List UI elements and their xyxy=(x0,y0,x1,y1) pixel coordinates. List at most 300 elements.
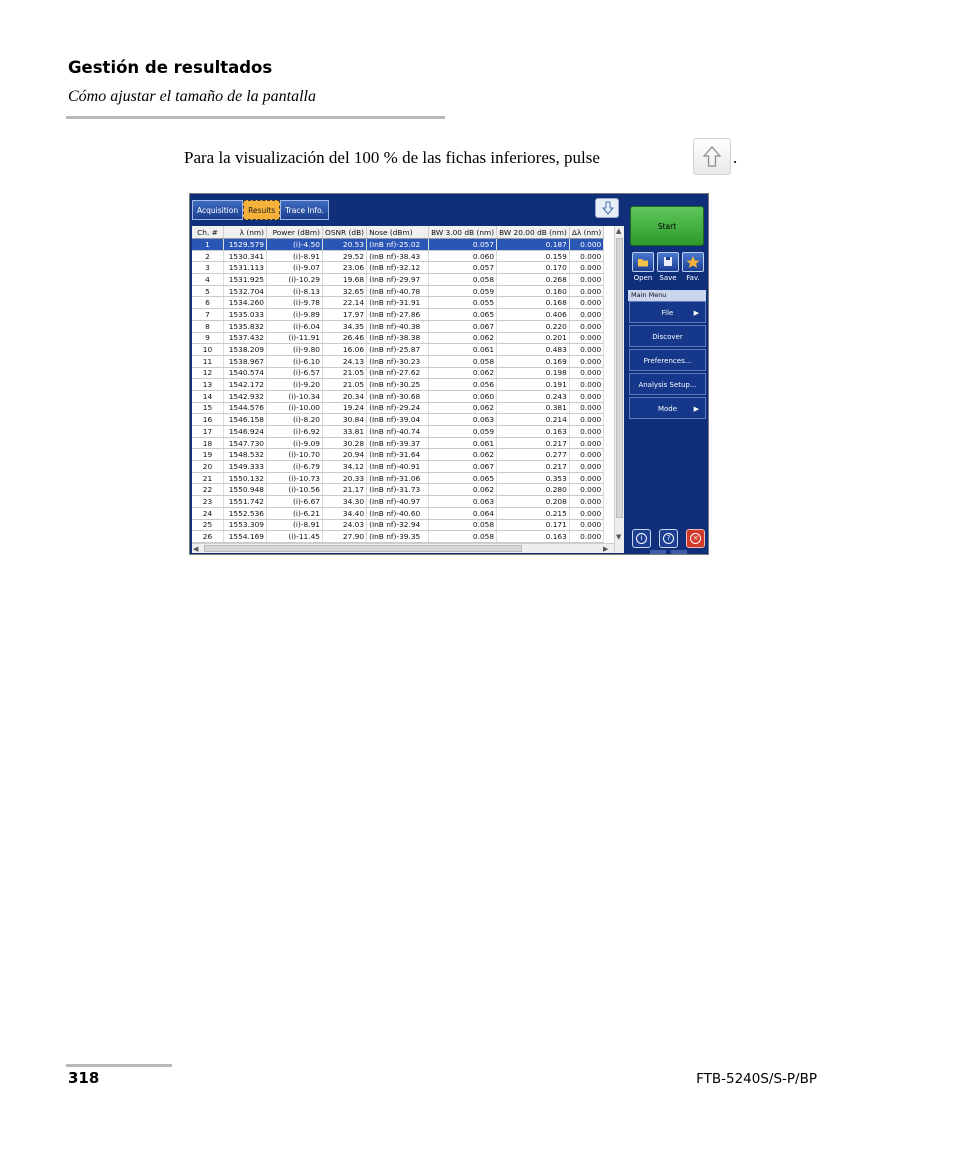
bottom-tab-handle[interactable] xyxy=(671,550,687,555)
table-cell: (InB nf)-40.91 xyxy=(367,461,429,473)
table-cell: 34.40 xyxy=(323,507,367,519)
paragraph-period: . xyxy=(733,148,738,167)
table-row[interactable] xyxy=(192,239,604,251)
table-cell: 13 xyxy=(192,379,224,391)
table-row[interactable] xyxy=(192,390,604,402)
table-cell: 0.215 xyxy=(497,507,570,519)
table-cell: 1550.948 xyxy=(224,484,267,496)
expand-button-illustration xyxy=(693,138,731,175)
vertical-scrollbar[interactable] xyxy=(614,226,624,553)
vertical-scroll-thumb[interactable] xyxy=(616,238,623,518)
table-cell: 16.06 xyxy=(323,344,367,356)
scroll-up-arrow-icon[interactable]: ▲ xyxy=(616,227,622,235)
table-cell: (i)-10.73 xyxy=(267,472,323,484)
table-cell: 1532.704 xyxy=(224,285,267,297)
table-cell: 20.33 xyxy=(323,472,367,484)
table-cell: 0.201 xyxy=(497,332,570,344)
table-cell: (i)-11.45 xyxy=(267,531,323,543)
table-cell: 0.000 xyxy=(569,507,603,519)
favorites-button[interactable] xyxy=(682,252,704,272)
floppy-disk-icon xyxy=(658,253,678,271)
table-cell: 0.198 xyxy=(497,367,570,379)
table-row[interactable] xyxy=(192,332,604,344)
table-cell: 0.056 xyxy=(429,379,497,391)
table-cell: 0.000 xyxy=(569,332,603,344)
table-cell: 0.062 xyxy=(429,402,497,414)
main-menu-title: Main Menu xyxy=(628,290,706,301)
table-cell: 16 xyxy=(192,414,224,426)
close-icon: × xyxy=(690,533,701,544)
table-cell: 0.191 xyxy=(497,379,570,391)
table-cell: 0.000 xyxy=(569,461,603,473)
table-cell: 0.159 xyxy=(497,250,570,262)
table-header-row xyxy=(192,226,604,239)
table-cell: 26.46 xyxy=(323,332,367,344)
table-cell: (InB nf)-25.02 xyxy=(367,239,429,251)
table-cell: 0.058 xyxy=(429,274,497,286)
arrow-down-icon xyxy=(602,201,614,215)
scroll-down-arrow-icon[interactable]: ▼ xyxy=(616,533,622,541)
table-cell: 0.063 xyxy=(429,496,497,508)
table-cell: (InB nf)-31.64 xyxy=(367,449,429,461)
table-row[interactable] xyxy=(192,449,604,461)
table-cell: 0.187 xyxy=(497,239,570,251)
tab-acquisition[interactable]: Acquisition xyxy=(192,200,243,220)
table-cell: 0.000 xyxy=(569,414,603,426)
tab-bar xyxy=(192,200,329,220)
table-cell: 0.168 xyxy=(497,297,570,309)
table-cell: 19.24 xyxy=(323,402,367,414)
table-cell: 0.000 xyxy=(569,285,603,297)
table-cell: 0.406 xyxy=(497,309,570,321)
table-row[interactable] xyxy=(192,285,604,297)
table-cell: (i)-9.89 xyxy=(267,309,323,321)
table-cell: 1551.742 xyxy=(224,496,267,508)
table-cell: (InB nf)-29.97 xyxy=(367,274,429,286)
table-cell: 0.163 xyxy=(497,426,570,438)
table-cell: 23.06 xyxy=(323,262,367,274)
menu-item-label: Discover xyxy=(652,333,683,341)
chevron-right-icon: ▶ xyxy=(693,405,699,413)
table-cell: 0.065 xyxy=(429,472,497,484)
table-cell: 0.000 xyxy=(569,344,603,356)
favorites-label: Fav. xyxy=(686,274,700,282)
table-cell: 1538.967 xyxy=(224,355,267,367)
scroll-left-arrow-icon[interactable]: ◀ xyxy=(193,545,199,553)
table-cell: 0.060 xyxy=(429,390,497,402)
table-cell: 2 xyxy=(192,250,224,262)
table-row[interactable] xyxy=(192,309,604,321)
table-row[interactable] xyxy=(192,496,604,508)
table-cell: 6 xyxy=(192,297,224,309)
table-cell: 0.061 xyxy=(429,437,497,449)
table-cell: 0.061 xyxy=(429,344,497,356)
table-cell: (InB nf)-40.97 xyxy=(367,496,429,508)
table-cell: 20 xyxy=(192,461,224,473)
table-cell: 17 xyxy=(192,426,224,438)
table-cell: 1537.432 xyxy=(224,332,267,344)
table-cell: 0.000 xyxy=(569,274,603,286)
table-cell: 0.057 xyxy=(429,262,497,274)
save-button[interactable] xyxy=(657,252,679,272)
scroll-right-arrow-icon[interactable]: ▶ xyxy=(603,545,609,553)
page-number: 318 xyxy=(68,1069,100,1087)
table-row[interactable] xyxy=(192,262,604,274)
menu-item-label: Mode xyxy=(657,405,678,413)
page-header-subtitle: Cómo ajustar el tamaño de la pantalla xyxy=(68,88,316,105)
table-cell: 20.34 xyxy=(323,390,367,402)
results-table-panel xyxy=(192,226,624,553)
table-cell: (InB nf)-31.06 xyxy=(367,472,429,484)
table-cell: (InB nf)-29.24 xyxy=(367,402,429,414)
menu-item-label: File xyxy=(661,309,674,317)
table-cell: 0.000 xyxy=(569,355,603,367)
table-cell: 0.268 xyxy=(497,274,570,286)
table-cell: (i)-10.56 xyxy=(267,484,323,496)
table-cell: 0.169 xyxy=(497,355,570,367)
column-header[interactable]: BW 3.00 dB (nm) xyxy=(429,226,497,239)
table-cell: 1530.341 xyxy=(224,250,267,262)
table-cell: 21 xyxy=(192,472,224,484)
table-cell: 0.220 xyxy=(497,320,570,332)
table-cell: 17.97 xyxy=(323,309,367,321)
table-cell: 33.81 xyxy=(323,426,367,438)
column-header[interactable]: Nose (dBm) xyxy=(367,226,429,239)
table-cell: 9 xyxy=(192,332,224,344)
table-cell: (InB nf)-27.62 xyxy=(367,367,429,379)
table-cell: 0.059 xyxy=(429,426,497,438)
table-cell: 0.280 xyxy=(497,484,570,496)
table-cell: (i)-6.92 xyxy=(267,426,323,438)
table-cell: 3 xyxy=(192,262,224,274)
table-cell: (i)-6.04 xyxy=(267,320,323,332)
table-cell: (InB nf)-31.73 xyxy=(367,484,429,496)
table-cell: 12 xyxy=(192,367,224,379)
table-cell: 30.84 xyxy=(323,414,367,426)
table-cell: (i)-10.29 xyxy=(267,274,323,286)
table-cell: (i)-6.79 xyxy=(267,461,323,473)
table-cell: 1552.536 xyxy=(224,507,267,519)
table-cell: (i)-11.91 xyxy=(267,332,323,344)
table-cell: (i)-9.80 xyxy=(267,344,323,356)
table-cell: 11 xyxy=(192,355,224,367)
table-row[interactable] xyxy=(192,367,604,379)
table-cell: (InB nf)-27.86 xyxy=(367,309,429,321)
table-cell: 1550.132 xyxy=(224,472,267,484)
table-cell: 27.90 xyxy=(323,531,367,543)
table-cell: 1531.925 xyxy=(224,274,267,286)
table-cell: (i)-9.09 xyxy=(267,437,323,449)
table-cell: 0.208 xyxy=(497,496,570,508)
table-cell: 0.000 xyxy=(569,320,603,332)
table-cell: 0.062 xyxy=(429,449,497,461)
bottom-tab-handle[interactable] xyxy=(650,550,666,555)
table-cell: (i)-8.91 xyxy=(267,519,323,531)
table-cell: 32.65 xyxy=(323,285,367,297)
table-row[interactable] xyxy=(192,531,604,543)
table-cell: (InB nf)-30.68 xyxy=(367,390,429,402)
table-cell: 0.000 xyxy=(569,309,603,321)
table-cell: 0.000 xyxy=(569,402,603,414)
table-cell: 1548.532 xyxy=(224,449,267,461)
table-cell: 0.171 xyxy=(497,519,570,531)
table-cell: 26 xyxy=(192,531,224,543)
table-cell: 30.28 xyxy=(323,437,367,449)
table-cell: 20.94 xyxy=(323,449,367,461)
header-rule xyxy=(66,116,445,119)
table-row[interactable] xyxy=(192,472,604,484)
table-cell: (InB nf)-39.04 xyxy=(367,414,429,426)
table-cell: 0.000 xyxy=(569,472,603,484)
table-cell: (i)-10.70 xyxy=(267,449,323,461)
table-cell: (i)-6.67 xyxy=(267,496,323,508)
table-cell: (i)-6.10 xyxy=(267,355,323,367)
page-header-title: Gestión de resultados xyxy=(68,58,273,77)
table-cell: (InB nf)-39.37 xyxy=(367,437,429,449)
table-cell: 1531.113 xyxy=(224,262,267,274)
table-cell: 1544.576 xyxy=(224,402,267,414)
table-cell: 34.12 xyxy=(323,461,367,473)
table-cell: 25 xyxy=(192,519,224,531)
column-header[interactable]: BW 20.00 dB (nm) xyxy=(497,226,570,239)
info-icon: i xyxy=(636,533,647,544)
save-label: Save xyxy=(659,274,677,282)
table-cell: (i)-9.07 xyxy=(267,262,323,274)
table-cell: 24.13 xyxy=(323,355,367,367)
table-cell: 0.064 xyxy=(429,507,497,519)
table-cell: 0.062 xyxy=(429,484,497,496)
table-cell: 1538.209 xyxy=(224,344,267,356)
table-cell: (i)-9.20 xyxy=(267,379,323,391)
table-cell: (InB nf)-32.94 xyxy=(367,519,429,531)
table-row[interactable] xyxy=(192,344,604,356)
table-cell: 0.170 xyxy=(497,262,570,274)
table-cell: 0.217 xyxy=(497,461,570,473)
info-button[interactable] xyxy=(632,529,651,548)
table-cell: 24.03 xyxy=(323,519,367,531)
table-cell: 0.000 xyxy=(569,297,603,309)
table-row[interactable] xyxy=(192,320,604,332)
table-cell: 21.05 xyxy=(323,379,367,391)
table-cell: 0.000 xyxy=(569,519,603,531)
table-cell: 8 xyxy=(192,320,224,332)
table-cell: 0.057 xyxy=(429,239,497,251)
table-cell: 0.067 xyxy=(429,461,497,473)
product-model: FTB-5240S/S-P/BP xyxy=(696,1071,817,1087)
table-row[interactable] xyxy=(192,274,604,286)
table-cell: 0.381 xyxy=(497,402,570,414)
help-button[interactable] xyxy=(659,529,678,548)
app-screenshot xyxy=(189,193,709,555)
table-cell: 21.17 xyxy=(323,484,367,496)
start-button[interactable]: Start xyxy=(630,206,704,246)
table-cell: 29.52 xyxy=(323,250,367,262)
table-cell: 1 xyxy=(192,239,224,251)
table-cell: 0.000 xyxy=(569,390,603,402)
table-cell: 0.483 xyxy=(497,344,570,356)
table-row[interactable] xyxy=(192,519,604,531)
table-cell: 0.163 xyxy=(497,531,570,543)
table-cell: 0.243 xyxy=(497,390,570,402)
table-cell: (i)-4.50 xyxy=(267,239,323,251)
table-cell: 0.000 xyxy=(569,262,603,274)
horizontal-scroll-thumb[interactable] xyxy=(204,545,522,552)
table-cell: 0.058 xyxy=(429,531,497,543)
table-cell: (InB nf)-38.38 xyxy=(367,332,429,344)
column-header[interactable]: OSNR (dB) xyxy=(323,226,367,239)
table-cell: (i)-8.13 xyxy=(267,285,323,297)
table-cell: 1553.309 xyxy=(224,519,267,531)
table-cell: 0.060 xyxy=(429,250,497,262)
table-cell: 20.53 xyxy=(323,239,367,251)
table-cell: 0.063 xyxy=(429,414,497,426)
table-cell: 14 xyxy=(192,390,224,402)
table-cell: 0.065 xyxy=(429,309,497,321)
table-cell: 0.000 xyxy=(569,449,603,461)
table-cell: 1540.574 xyxy=(224,367,267,379)
table-cell: (i)-10.34 xyxy=(267,390,323,402)
table-cell: 0.000 xyxy=(569,484,603,496)
table-cell: 1535.033 xyxy=(224,309,267,321)
table-cell: 0.000 xyxy=(569,426,603,438)
table-cell: 0.000 xyxy=(569,367,603,379)
table-cell: (i)-10.00 xyxy=(267,402,323,414)
table-cell: (InB nf)-39.35 xyxy=(367,531,429,543)
table-cell: 1529.579 xyxy=(224,239,267,251)
table-cell: (i)-8.91 xyxy=(267,250,323,262)
table-row[interactable] xyxy=(192,437,604,449)
open-label: Open xyxy=(633,274,653,282)
side-panel xyxy=(628,194,708,555)
table-cell: 22 xyxy=(192,484,224,496)
table-cell: 7 xyxy=(192,309,224,321)
table-cell: 0.000 xyxy=(569,239,603,251)
table-cell: 34.30 xyxy=(323,496,367,508)
table-cell: 1547.730 xyxy=(224,437,267,449)
table-cell: 1549.333 xyxy=(224,461,267,473)
collapse-down-button[interactable] xyxy=(595,198,619,218)
table-cell: (InB nf)-30.25 xyxy=(367,379,429,391)
table-cell: 0.214 xyxy=(497,414,570,426)
menu-item-preferences[interactable] xyxy=(629,349,706,371)
star-icon xyxy=(683,253,703,271)
folder-icon xyxy=(633,253,653,271)
table-cell: 0.000 xyxy=(569,437,603,449)
table-cell: (InB nf)-31.91 xyxy=(367,297,429,309)
column-header[interactable]: Power (dBm) xyxy=(267,226,323,239)
table-row[interactable] xyxy=(192,426,604,438)
table-row[interactable] xyxy=(192,461,604,473)
tab-results[interactable]: Results xyxy=(243,200,280,220)
table-cell: 0.067 xyxy=(429,320,497,332)
table-cell: (InB nf)-40.60 xyxy=(367,507,429,519)
table-cell: 4 xyxy=(192,274,224,286)
table-cell: 0.058 xyxy=(429,355,497,367)
menu-item-discover[interactable] xyxy=(629,325,706,347)
table-cell: 0.055 xyxy=(429,297,497,309)
menu-item-analysis-setup[interactable] xyxy=(629,373,706,395)
tab-trace-info[interactable]: Trace Info. xyxy=(280,200,329,220)
close-button[interactable] xyxy=(686,529,705,548)
chevron-right-icon: ▶ xyxy=(693,309,699,317)
table-row[interactable] xyxy=(192,402,604,414)
table-cell: 0.059 xyxy=(429,285,497,297)
table-row[interactable] xyxy=(192,250,604,262)
table-cell: (i)-6.21 xyxy=(267,507,323,519)
table-cell: 0.217 xyxy=(497,437,570,449)
table-cell: 15 xyxy=(192,402,224,414)
table-cell: (InB nf)-30.23 xyxy=(367,355,429,367)
open-button[interactable] xyxy=(632,252,654,272)
table-row[interactable] xyxy=(192,297,604,309)
table-cell: 1546.924 xyxy=(224,426,267,438)
table-cell: 34.35 xyxy=(323,320,367,332)
column-header[interactable]: λ (nm) xyxy=(224,226,267,239)
table-cell: (InB nf)-40.78 xyxy=(367,285,429,297)
menu-item-mode[interactable] xyxy=(629,397,706,419)
table-cell: 0.058 xyxy=(429,519,497,531)
horizontal-scrollbar[interactable] xyxy=(192,543,614,553)
table-cell: 1535.832 xyxy=(224,320,267,332)
table-cell: 22.14 xyxy=(323,297,367,309)
table-cell: 0.160 xyxy=(497,285,570,297)
table-cell: (i)-8.20 xyxy=(267,414,323,426)
table-cell: 0.000 xyxy=(569,250,603,262)
table-cell: 1554.169 xyxy=(224,531,267,543)
table-cell: 24 xyxy=(192,507,224,519)
menu-item-file[interactable] xyxy=(629,301,706,323)
table-row[interactable] xyxy=(192,484,604,496)
table-cell: 0.353 xyxy=(497,472,570,484)
table-cell: 1546.158 xyxy=(224,414,267,426)
table-cell: 21.05 xyxy=(323,367,367,379)
table-cell: 19.68 xyxy=(323,274,367,286)
body-paragraph: Para la visualización del 100 % de las fichas inferiores, pulse xyxy=(184,148,600,167)
table-cell: 18 xyxy=(192,437,224,449)
table-cell: (i)-9.78 xyxy=(267,297,323,309)
table-cell: 1542.172 xyxy=(224,379,267,391)
table-cell: 0.000 xyxy=(569,496,603,508)
table-cell: (InB nf)-32.12 xyxy=(367,262,429,274)
table-cell: 0.000 xyxy=(569,379,603,391)
footer-rule xyxy=(66,1064,172,1067)
arrow-up-icon xyxy=(702,145,722,169)
table-cell: 19 xyxy=(192,449,224,461)
table-cell: (InB nf)-38.43 xyxy=(367,250,429,262)
help-icon: ? xyxy=(663,533,674,544)
table-cell: 1534.260 xyxy=(224,297,267,309)
column-header[interactable]: Δλ (nm) xyxy=(569,226,603,239)
table-cell: (InB nf)-40.38 xyxy=(367,320,429,332)
table-cell: 0.062 xyxy=(429,367,497,379)
table-cell: 23 xyxy=(192,496,224,508)
table-row[interactable] xyxy=(192,379,604,391)
results-table xyxy=(192,226,604,543)
table-cell: (i)-6.57 xyxy=(267,367,323,379)
column-header[interactable]: Ch. # xyxy=(192,226,224,239)
menu-item-label: Analysis Setup... xyxy=(638,381,697,389)
table-row[interactable] xyxy=(192,507,604,519)
menu-item-label: Preferences... xyxy=(643,357,692,365)
table-cell: 1542.932 xyxy=(224,390,267,402)
table-row[interactable] xyxy=(192,355,604,367)
table-cell: (InB nf)-40.74 xyxy=(367,426,429,438)
table-row[interactable] xyxy=(192,414,604,426)
table-cell: 0.000 xyxy=(569,531,603,543)
table-cell: 5 xyxy=(192,285,224,297)
table-cell: 0.062 xyxy=(429,332,497,344)
table-cell: 10 xyxy=(192,344,224,356)
